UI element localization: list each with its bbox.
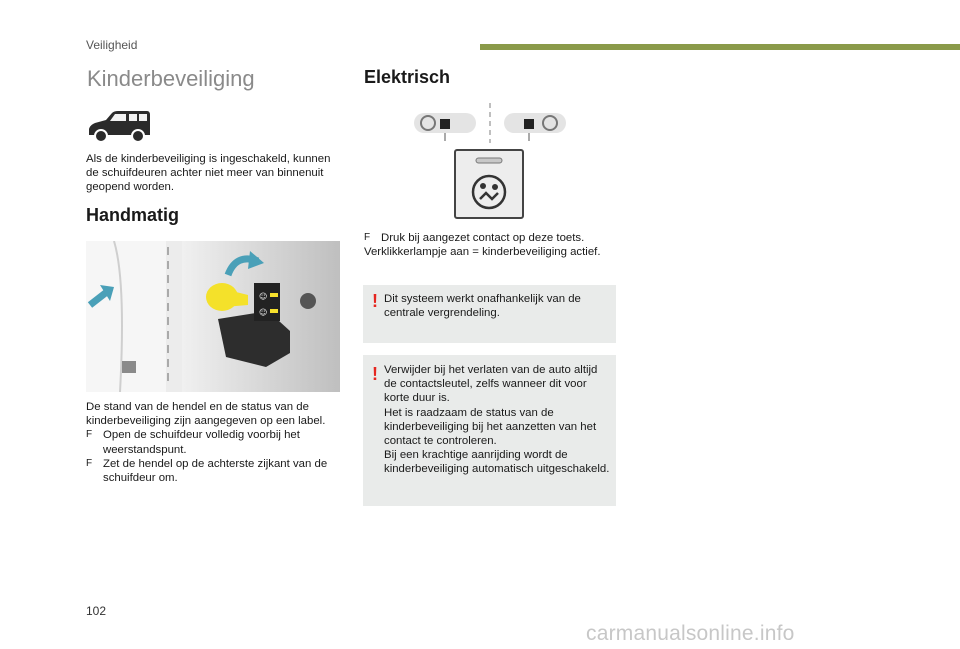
bullet-marker: F [364,232,371,243]
warning-box-2 [363,355,616,506]
warning-icon: ! [372,291,378,311]
warning-2-line-1: Verwijder bij het verlaten van de auto altijd de contactsleutel, zelfs wanneer dit voor korte duur is. [384,364,598,405]
page-title: Kinderbeveiliging [87,66,255,91]
bullet-marker: F [86,429,93,441]
watermark: carmanualsonline.info [586,622,795,645]
warning-box-1 [363,285,616,343]
warning-icon: ! [372,364,378,384]
manual-lever-illustration [86,241,340,392]
electric-note: Verklikkerlampje aan = kinderbeveiliging actief. [364,246,601,259]
bullet-marker: F [86,457,93,469]
svg-text:☺: ☺ [259,308,268,317]
header-rule [480,44,960,50]
manual-description: De stand van de hendel en de status van de kinderbeveiliging zijn aangegeven op een label. [86,401,326,428]
warning-2-line-2: Het is raadzaam de status van de kinderbeveiliging bij het aanzetten van het contact te controleren. [384,406,597,448]
heading-handmatig: Handmatig [86,205,180,225]
electric-step [364,231,624,245]
electric-step-text: Druk bij aangezet contact op deze toets. [381,232,585,244]
svg-text:☺: ☺ [259,292,268,301]
manual-step-1 [86,428,354,456]
page-number: 102 [86,604,107,618]
car-icon [86,110,152,144]
electric-switch-illustration [414,103,568,219]
manual-step-1-text: Open de schuifdeur volledig voorbij het weerstandspunt. [103,429,300,456]
heading-elektrisch: Elektrisch [364,67,451,87]
section-label: Veiligheid [86,38,138,52]
electric-text [364,231,624,259]
intro-text: Als de kinderbeveiliging is ingeschakeld, kunnen de schuifdeuren achter niet meer van binnenuit geopend worden. [86,153,331,194]
manual-step-2-text: Zet de hendel op de achterste zijkant van de schuifdeur om. [103,457,328,485]
manual-text [86,400,354,485]
warning-2-line-3: Bij een krachtige aanrijding wordt de kinderbeveiliging automatisch uitgeschakeld. [384,449,610,476]
manual-step-2 [86,457,354,485]
warning-1-text: Dit systeem werkt onafhankelijk van de centrale vergrendeling. [384,293,581,320]
warning-2-text [384,363,612,477]
